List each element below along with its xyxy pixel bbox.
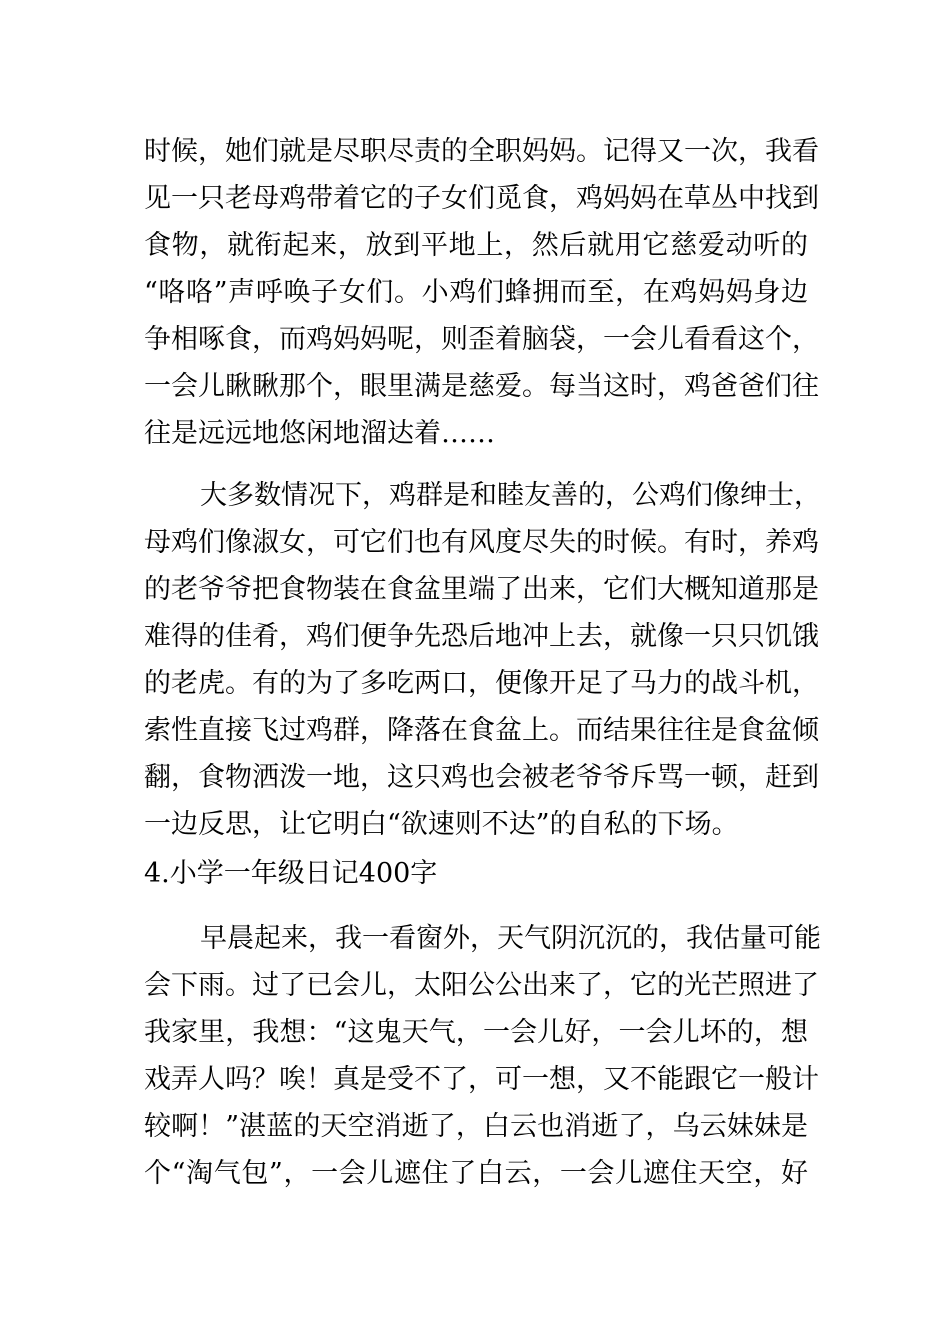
- paragraph-1-line-7: 往是远远地悠闲地溜达着……: [144, 418, 495, 449]
- paragraph-2-line-1: 大多数情况下，鸡群是和睦友善的，公鸡们像绅士，: [200, 480, 821, 511]
- section-heading: 4.小学一年级日记400字: [144, 858, 438, 889]
- paragraph-1-line-5: 争相啄食，而鸡妈妈呢，则歪着脑袋，一会儿看看这个，: [144, 324, 819, 355]
- paragraph-2-line-5: 的老虎。有的为了多吃两口，便像开足了马力的战斗机，: [144, 668, 819, 699]
- paragraph-3-line-1: 早晨起来，我一看窗外，天气阴沉沉的，我估量可能: [200, 923, 821, 954]
- paragraph-2-line-7: 翻，食物洒泼一地，这只鸡也会被老爷爷斥骂一顿，赶到: [144, 762, 819, 793]
- paragraph-1-line-3: 食物，就衔起来，放到平地上，然后就用它慈爱动听的: [144, 230, 808, 261]
- paragraph-2-line-8: 一边反思，让它明白“欲速则不达”的自私的下场。: [144, 809, 739, 840]
- paragraph-2-line-2: 母鸡们像淑女，可它们也有风度尽失的时候。有时，养鸡: [144, 527, 819, 558]
- paragraph-1-line-2: 见一只老母鸡带着它的子女们觅食，鸡妈妈在草丛中找到: [144, 183, 819, 214]
- paragraph-2-line-6: 索性直接飞过鸡群，降落在食盆上。而结果往往是食盆倾: [144, 715, 819, 746]
- paragraph-1-line-6: 一会儿瞅瞅那个，眼里满是慈爱。每当这时，鸡爸爸们往: [144, 371, 819, 402]
- paragraph-3-line-2: 会下雨。过了已会儿，太阳公公出来了，它的光芒照进了: [144, 970, 819, 1001]
- paragraph-3-line-5: 较啊！”湛蓝的天空消逝了，白云也消逝了，乌云妹妹是: [144, 1111, 808, 1142]
- paragraph-3-line-6: 个“淘气包”，一会儿遮住了白云，一会儿遮住天空，好: [144, 1158, 808, 1189]
- paragraph-2-line-4: 难得的佳肴，鸡们便争先恐后地冲上去，就像一只只饥饿: [144, 621, 819, 652]
- paragraph-1-line-4: “咯咯”声呼唤子女们。小鸡们蜂拥而至，在鸡妈妈身边: [144, 277, 808, 308]
- paragraph-3-line-4: 戏弄人吗？唉！真是受不了，可一想，又不能跟它一般计: [144, 1064, 819, 1095]
- paragraph-2-line-3: 的老爷爷把食物装在食盆里端了出来，它们大概知道那是: [144, 574, 819, 605]
- paragraph-3-line-3: 我家里，我想：“这鬼天气，一会儿好，一会儿坏的，想: [144, 1017, 808, 1048]
- paragraph-1-line-1: 时候，她们就是尽职尽责的全职妈妈。记得又一次，我看: [144, 136, 819, 167]
